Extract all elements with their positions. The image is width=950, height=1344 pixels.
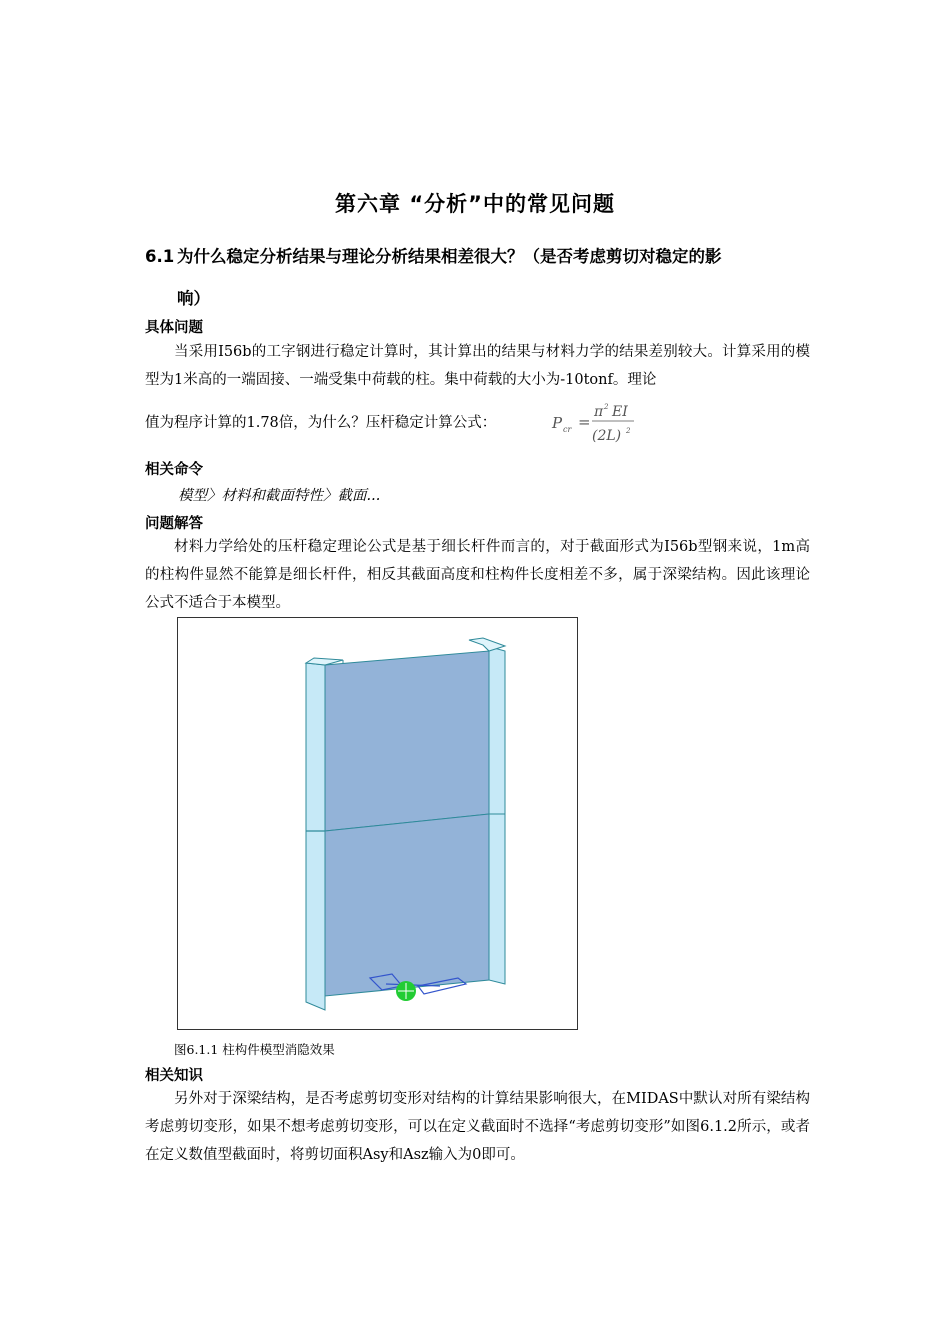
web-upper [325, 651, 489, 831]
heading-knowledge: 相关知识 [145, 1068, 203, 1084]
heading-problem: 具体问题 [145, 320, 203, 336]
knowledge-paragraph: 另外对于深梁结构，是否考虑剪切变形对结构的计算结果影响很大，在MIDAS中默认对所有梁结构考虑剪切变形，如果不想考虑剪切变形，可以在定义截面时不选择“考虑剪切变形”如图6.1.2所示，或者在定义数值型截面时，将剪切面积Asy和Asz输入为0即可。 [145, 1091, 810, 1163]
problem-paragraph: 当采用I56b的工字钢进行稳定计算时，其计算出的结果与材料力学的结果差别较大。计算采用的模型为1米高的一端固接、一端受集中荷载的柱。集中荷载的大小为-10tonf。理论 [145, 344, 810, 388]
formula-equals: = [578, 413, 591, 431]
command-path: 模型〉材料和截面特性〉截面... [178, 488, 381, 504]
figure-caption: 图6.1.1 柱构件模型消隐效果 [174, 1042, 335, 1057]
section-title-line2: 响） [177, 289, 210, 308]
section-title-line1: 为什么稳定分析结果与理论分析结果相差很大？（是否考虑剪切对稳定的影 [177, 247, 722, 266]
formula-denominator: (2L) [592, 428, 622, 444]
web-lower [325, 814, 489, 996]
answer-paragraph: 材料力学给处的压杆稳定理论公式是基于细长杆件而言的，对于截面形式为I56b型钢来说，1m高的柱构件显然不能算是细长杆件，相反其截面高度和柱构件长度相差不多，属于深梁结构。因此该理论公式不适合于本模型。 [145, 539, 810, 611]
formula-num-rest: EI [612, 404, 628, 420]
formula-lhs-sub: cr [563, 425, 572, 434]
heading-command: 相关命令 [145, 462, 203, 478]
heading-answer: 问题解答 [145, 516, 203, 532]
figure-column-model [177, 617, 578, 1030]
left-flange-lower [306, 831, 325, 1010]
section-number: 6.1 [145, 247, 175, 266]
formula-lhs: P [552, 414, 563, 432]
problem-paragraph-line3: 值为程序计算的1.78倍，为什么？压杆稳定计算公式： [145, 415, 497, 431]
chapter-title: 第六章 “分析”中的常见问题 [335, 192, 615, 216]
right-flange-lower [489, 814, 505, 984]
left-flange-upper [306, 663, 325, 831]
formula-numerator: π [594, 404, 604, 420]
formula-num-sup: 2 [604, 403, 609, 411]
section-title [145, 236, 810, 320]
buckling-formula [550, 400, 650, 448]
formula-den-sup: 2 [626, 427, 631, 435]
